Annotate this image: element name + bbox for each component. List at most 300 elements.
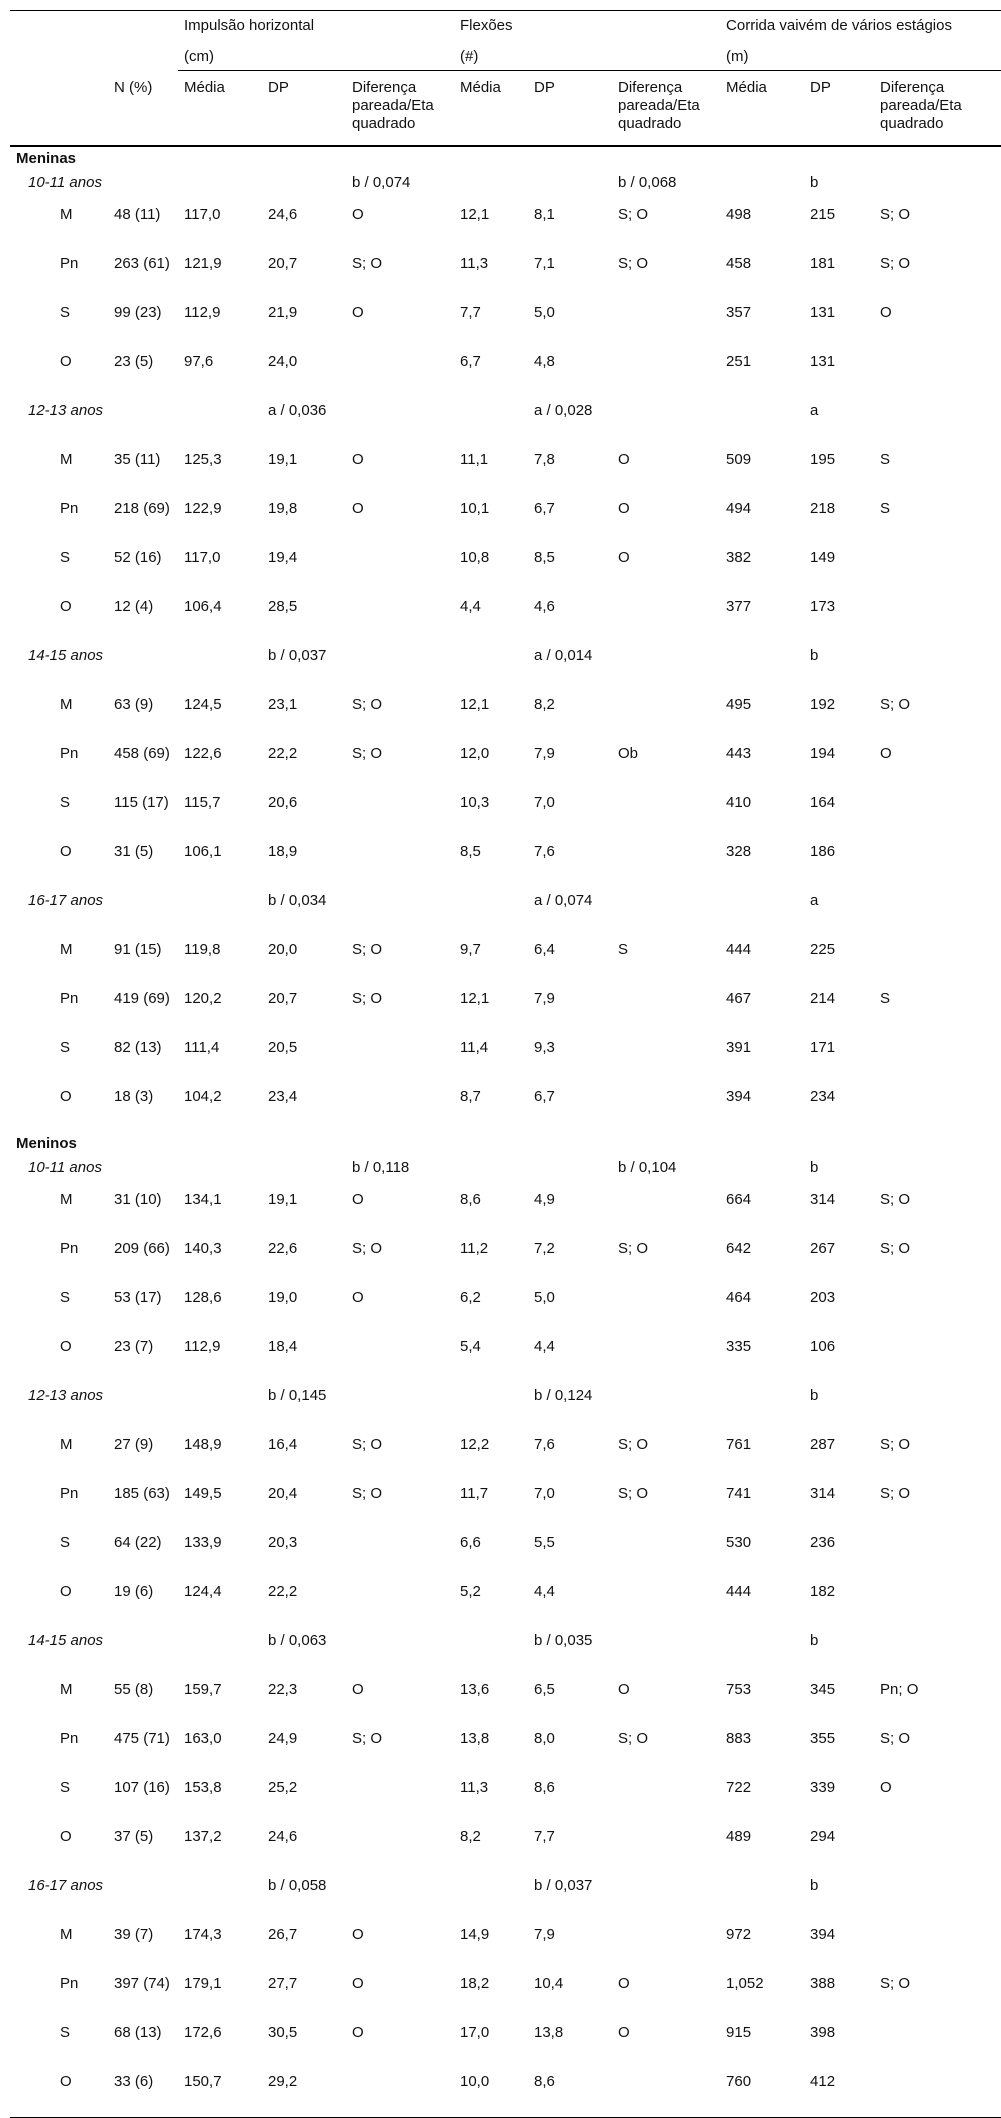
value-cell: 19,0 [268,1289,298,1306]
value-cell: O [880,1779,892,1796]
value-cell: 5,4 [460,1338,481,1355]
value-cell: 267 [810,1240,836,1257]
value-cell: S; O [352,1485,383,1502]
value-cell [874,1529,1001,1578]
value-cell: 8,6 [534,1779,555,1796]
value-cell: O [352,1681,364,1698]
group-cell: M [60,206,73,223]
table-row [10,2068,1001,2118]
value-cell: 761 [726,1436,752,1453]
value-cell [612,1529,720,1578]
group-cell: M [60,696,73,713]
age-group-label: 16-17 anos [28,892,104,909]
value-cell: 7,9 [534,745,555,762]
n-cell: 39 (7) [114,1926,154,1943]
value-cell: 20,3 [268,1534,298,1551]
age-group-row [10,887,1001,936]
value-cell: O [618,451,630,468]
value-cell: 214 [810,990,836,1007]
value-cell: 203 [810,1289,836,1306]
value-cell: 11,2 [460,1240,489,1257]
value-cell: 21,9 [268,304,298,321]
group-cell: M [60,1926,73,1943]
value-cell: 10,8 [460,549,490,566]
value-cell: 182 [810,1583,836,1600]
value-cell: 4,9 [534,1191,555,1208]
value-cell: 444 [726,1583,752,1600]
header-row-groups [10,11,1001,45]
value-cell: 122,6 [184,745,222,762]
value-cell [874,2019,1001,2068]
value-cell: 218 [810,500,836,517]
value-cell: O [352,451,364,468]
value-cell: 7,7 [460,304,481,321]
value-cell: 18,9 [268,843,298,860]
value-cell: 22,2 [268,745,298,762]
value-cell: 181 [810,255,836,272]
value-cell: S; O [352,1730,383,1747]
value-cell: 179,1 [184,1975,222,1992]
value-cell [346,2068,454,2118]
value-cell: 4,4 [534,1338,555,1355]
stat-cell: b / 0,068 [618,174,677,191]
value-cell: 234 [810,1088,836,1105]
value-cell: 25,2 [268,1779,298,1796]
table-row [10,1823,1001,1872]
value-cell: 164 [810,794,836,811]
value-cell: 7,2 [534,1240,555,1257]
table-row [10,1186,1001,1235]
mean-header: Média [720,71,804,147]
value-cell [874,1823,1001,1872]
value-cell: O [618,500,630,517]
value-cell [612,1823,720,1872]
value-cell: 458 [726,255,752,272]
value-cell [612,1034,720,1083]
value-cell [612,1186,720,1235]
value-cell: 20,7 [268,990,298,1007]
value-cell: 11,7 [460,1485,489,1502]
stat-cell [612,642,720,691]
value-cell: 22,3 [268,1681,298,1698]
n-cell: 263 (61) [114,255,170,272]
value-cell: 111,4 [184,1039,220,1056]
group-cell: Pn [60,1240,79,1257]
value-cell: 149,5 [184,1485,222,1502]
value-cell [874,838,1001,887]
group-cell: O [60,1338,72,1355]
value-cell: S [880,500,891,517]
n-cell: 18 (3) [114,1088,154,1105]
value-cell: 192 [810,696,836,713]
stat-cell [346,642,454,691]
value-cell: 117,0 [184,549,221,566]
value-cell: 741 [726,1485,752,1502]
value-cell [612,1921,720,1970]
value-cell: 131 [810,304,836,321]
age-group-row [10,397,1001,446]
value-cell: 24,6 [268,206,298,223]
value-cell: 11,1 [460,451,489,468]
stat-cell: b [810,1159,819,1176]
table-row [10,593,1001,642]
table-row [10,348,1001,397]
n-cell: 12 (4) [114,598,154,615]
value-cell: 10,3 [460,794,490,811]
value-cell: O [352,500,364,517]
table-row [10,740,1001,789]
stat-cell: a [810,402,819,419]
stat-cell: b [810,1877,819,1894]
value-cell: 19,1 [268,1191,298,1208]
header-row-columns [10,71,1001,147]
stat-cell: b / 0,124 [534,1387,593,1404]
value-cell: 8,5 [534,549,555,566]
table-row [10,299,1001,348]
stat-cell [874,397,1001,446]
table-row [10,1774,1001,1823]
group-cell: S [60,1289,71,1306]
stat-cell: b / 0,118 [352,1159,410,1176]
header-row-units [10,44,1001,71]
value-cell [346,1823,454,1872]
value-cell: 13,8 [534,2024,564,2041]
group-cell: S [60,549,71,566]
value-cell: 13,8 [460,1730,490,1747]
value-cell: 10,0 [454,2068,528,2118]
stat-cell: b [810,174,819,191]
value-cell: 29,2 [262,2068,346,2118]
value-cell: 4,4 [534,1583,555,1600]
value-cell: 124,5 [184,696,222,713]
table-row [10,789,1001,838]
value-cell: 115,7 [184,794,221,811]
value-cell: S [880,451,891,468]
value-cell: 195 [810,451,836,468]
value-cell: O [618,2024,630,2041]
value-cell: O [352,2024,364,2041]
n-cell: 185 (63) [114,1485,170,1502]
value-cell: S; O [352,745,383,762]
n-cell: 64 (22) [114,1534,162,1551]
value-cell: S; O [352,255,383,272]
value-cell [346,544,454,593]
value-cell [346,1034,454,1083]
value-cell: 915 [726,2024,752,2041]
value-cell: 6,7 [534,500,555,517]
value-cell: 10,4 [534,1975,564,1992]
value-cell: S; O [880,1485,911,1502]
n-cell: 53 (17) [114,1289,162,1306]
n-cell: 37 (5) [114,1828,154,1845]
stat-cell [874,1627,1001,1676]
value-cell: 19,8 [268,500,298,517]
table-row [10,1921,1001,1970]
stat-cell [612,1382,720,1431]
group-cell: S [60,1534,71,1551]
value-cell: 443 [726,745,752,762]
sd-header: DP [528,71,612,147]
mean-header: Média [178,71,262,147]
section-header [10,1132,1001,1154]
value-cell: 972 [726,1926,752,1943]
value-cell [874,1083,1001,1132]
value-cell: O [352,304,364,321]
n-cell: 19 (6) [114,1583,154,1600]
value-cell: 23,4 [268,1088,298,1105]
value-cell: 12,1 [460,206,490,223]
age-group-row [10,169,1001,201]
value-cell [874,544,1001,593]
value-cell: 760 [720,2068,804,2118]
group-cell: Pn [60,1730,79,1747]
age-group-label: 10-11 anos [28,1159,102,1176]
value-cell: 6,5 [534,1681,555,1698]
age-group-label: 12-13 anos [28,402,104,419]
age-group-row [10,1154,1001,1186]
group-cell: M [60,941,73,958]
value-cell: S; O [352,1436,383,1453]
group-cell: O [60,598,72,615]
stat-cell [874,1382,1001,1431]
value-cell: O [352,1926,364,1943]
value-cell: 382 [726,549,752,566]
value-cell: 5,2 [460,1583,481,1600]
value-cell: 328 [726,843,752,860]
value-cell: S; O [352,1240,383,1257]
stat-cell: b / 0,035 [534,1632,593,1649]
section-label: Meninas [16,150,77,167]
value-cell: 11,4 [460,1039,489,1056]
value-cell: 7,0 [534,1485,555,1502]
value-cell: S; O [352,941,383,958]
group-cell: S [60,304,71,321]
value-cell: 117,0 [184,206,221,223]
stat-cell [346,397,454,446]
value-cell [874,936,1001,985]
value-cell: 20,7 [268,255,298,272]
value-cell: 7,1 [534,255,555,272]
value-cell: 377 [726,598,752,615]
value-cell: 9,7 [460,941,481,958]
age-group-label: 16-17 anos [28,1877,104,1894]
value-cell: 124,4 [184,1583,222,1600]
n-cell: 458 (69) [114,745,170,762]
age-group-row [10,1382,1001,1431]
value-cell: 125,3 [184,451,222,468]
value-cell: O [352,1289,364,1306]
value-cell [612,838,720,887]
value-cell: O [352,1975,364,1992]
table-row [10,1284,1001,1333]
n-cell: 397 (74) [114,1975,170,1992]
stat-cell [874,1154,1001,1186]
group-cell: Pn [60,500,79,517]
value-cell: 753 [726,1681,752,1698]
value-cell: 642 [726,1240,752,1257]
value-cell [612,2068,720,2118]
value-cell [612,299,720,348]
table-row [10,1431,1001,1480]
value-cell: 27,7 [268,1975,298,1992]
value-cell: 7,7 [534,1828,555,1845]
value-cell [346,1333,454,1382]
value-cell: 664 [726,1191,752,1208]
n-cell: 31 (5) [114,843,154,860]
value-cell: 412 [804,2068,874,2118]
value-cell: 8,1 [534,206,555,223]
stat-cell [612,1627,720,1676]
value-cell: 314 [810,1485,836,1502]
value-cell: O [880,304,892,321]
value-cell [346,593,454,642]
value-cell [346,838,454,887]
value-cell: 722 [726,1779,752,1796]
value-cell: O [880,745,892,762]
value-cell: 163,0 [184,1730,222,1747]
group-cell: Pn [60,990,79,1007]
value-cell [874,1921,1001,1970]
stat-cell [874,169,1001,201]
value-cell: 104,2 [184,1088,222,1105]
group-cell: M [60,451,73,468]
value-cell: S; O [880,1975,911,1992]
value-cell: 17,0 [460,2024,490,2041]
value-cell [612,1578,720,1627]
table-row [10,1235,1001,1284]
group-cell: S [60,794,71,811]
mean-header: Média [454,71,528,147]
stat-cell: b / 0,058 [268,1877,327,1894]
value-cell: 7,6 [534,1436,555,1453]
value-cell: S; O [880,1240,911,1257]
value-cell: O [618,1975,630,1992]
age-group-label: 10-11 anos [28,174,102,191]
value-cell: S [880,990,891,1007]
value-cell [612,691,720,740]
value-cell: 7,9 [534,990,555,1007]
value-cell [874,2068,1001,2118]
stat-cell: b / 0,145 [268,1387,327,1404]
table-row [10,1480,1001,1529]
value-cell: 357 [726,304,752,321]
n-cell: 68 (13) [114,2024,162,2041]
value-cell: 10,1 [460,500,490,517]
value-cell: 16,4 [268,1436,298,1453]
table-row [10,1333,1001,1382]
value-cell: 18,2 [460,1975,490,1992]
age-group-row [10,642,1001,691]
value-cell: 106,4 [184,598,222,615]
value-cell [346,1083,454,1132]
value-cell: S; O [352,696,383,713]
group-cell: S [60,2024,71,2041]
value-cell [346,1774,454,1823]
value-cell: 8,2 [534,696,555,713]
stat-cell [346,887,454,936]
value-cell: 5,0 [534,304,555,321]
value-cell: 294 [810,1828,836,1845]
value-cell [612,1083,720,1132]
value-cell [612,593,720,642]
value-cell: 251 [726,353,752,370]
stat-cell [346,1382,454,1431]
value-cell: 112,9 [184,1338,221,1355]
value-cell: 148,9 [184,1436,222,1453]
value-cell [874,1333,1001,1382]
value-cell: 149 [810,549,836,566]
value-cell: 530 [726,1534,752,1551]
table-row [10,201,1001,250]
group-cell: O [60,1828,72,1845]
stat-cell: b / 0,037 [534,1877,593,1894]
value-cell [346,1578,454,1627]
sd-header: DP [262,71,346,147]
value-cell: S [618,941,629,958]
stat-cell [346,1872,454,1921]
value-cell [874,593,1001,642]
stat-cell: b / 0,063 [268,1632,327,1649]
stat-cell: a / 0,014 [534,647,593,664]
value-cell: 174,3 [184,1926,222,1943]
value-cell: 22,6 [268,1240,298,1257]
table-row [10,1529,1001,1578]
value-cell: 394 [726,1088,752,1105]
value-cell: 1,052 [726,1975,764,1992]
n-cell: 209 (66) [114,1240,170,1257]
stat-cell [874,1872,1001,1921]
value-cell: 4,4 [460,598,481,615]
unit-shuttle: (m) [720,44,1001,71]
value-cell: S; O [618,206,649,223]
value-cell: 26,7 [268,1926,298,1943]
n-cell: 99 (23) [114,304,162,321]
value-cell: 24,9 [268,1730,298,1747]
table-row [10,936,1001,985]
value-cell: 5,5 [534,1534,555,1551]
stat-cell [612,1872,720,1921]
value-cell: 883 [726,1730,752,1747]
group-header-pushups: Flexões [454,11,720,45]
n-cell: 91 (15) [114,941,162,958]
value-cell: 8,6 [528,2068,612,2118]
value-cell: S; O [618,1730,649,1747]
value-cell: 8,2 [460,1828,481,1845]
n-cell: 55 (8) [114,1681,154,1698]
value-cell: 106,1 [184,843,222,860]
section-label: Meninos [16,1135,77,1152]
value-cell: 153,8 [184,1779,222,1796]
unit-pushups: (#) [454,44,720,71]
stat-cell: b [810,1632,819,1649]
value-cell: 6,2 [460,1289,481,1306]
table-row [10,985,1001,1034]
value-cell: S; O [352,990,383,1007]
value-cell: 394 [810,1926,836,1943]
value-cell: S; O [618,255,649,272]
table-row [10,544,1001,593]
value-cell: 172,6 [184,2024,222,2041]
table-row [10,691,1001,740]
n-cell: 35 (11) [114,451,161,468]
value-cell: 339 [810,1779,836,1796]
value-cell: 97,6 [184,353,214,370]
value-cell: S; O [880,696,911,713]
value-cell: 12,1 [460,696,490,713]
value-cell: 8,0 [534,1730,555,1747]
n-cell: 82 (13) [114,1039,162,1056]
table-row [10,446,1001,495]
